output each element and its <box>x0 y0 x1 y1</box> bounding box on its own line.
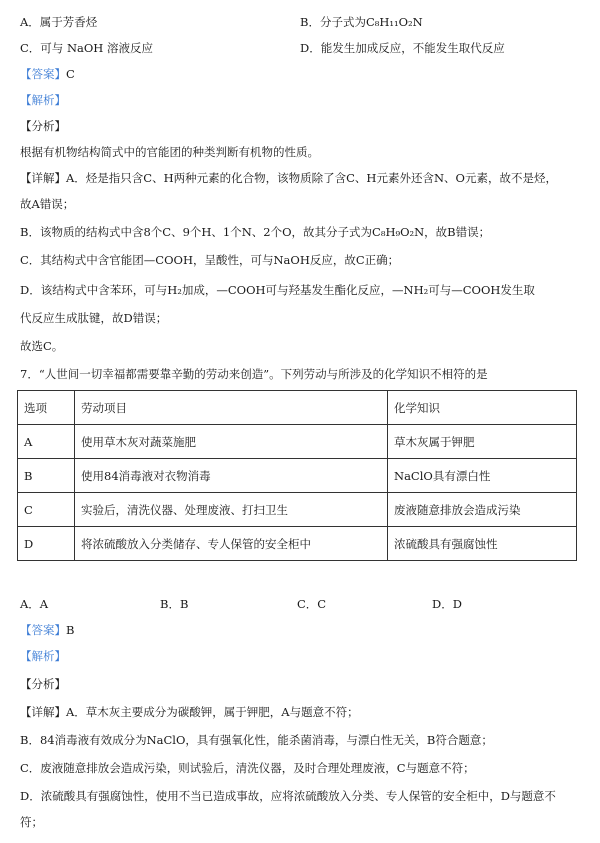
table-cell: 使用草木灰对蔬菜施肥 <box>75 425 388 459</box>
q6-fenxi-label: 【分析】 <box>20 119 66 133</box>
q7-answer <box>20 622 74 638</box>
q7-detail-c: C．废液随意排放会造成污染，则试验后，清洗仪器，及时合理处理废液，C与题意不符； <box>20 761 475 775</box>
answer-value: B <box>66 623 75 637</box>
table-cell: A <box>18 425 75 459</box>
q7-detail-b: B．84消毒液有效成分为NaClO，具有强氧化性，能杀菌消毒，与漂白性无关，B符合题意； <box>20 733 493 747</box>
q6-detail-c: C．其结构式中含官能团—COOH，呈酸性，可与NaOH反应，故C正确； <box>20 253 400 267</box>
table-header-row <box>18 391 577 425</box>
q7-table <box>17 390 577 561</box>
q7-detail-a: 【详解】A．草木灰主要成分为碳酸钾，属于钾肥，A与题意不符； <box>20 705 359 719</box>
answer-value: C <box>66 67 75 81</box>
option-b: B．分子式为C₈H₁₁O₂N <box>300 15 423 29</box>
table-cell: 使用84消毒液对衣物消毒 <box>75 459 388 493</box>
q6-detail-d2: 代反应生成肽键，故D错误； <box>20 311 168 325</box>
table-row <box>18 459 577 493</box>
option-d: D．能发生加成反应，不能发生取代反应 <box>300 41 505 55</box>
table-cell: 草木灰属于钾肥 <box>388 425 577 459</box>
table-cell: C <box>18 493 75 527</box>
q7-option-c: C．C <box>297 597 327 611</box>
table-cell: 实验后，清洗仪器、处理废液、打扫卫生 <box>75 493 388 527</box>
table-header-cell: 选项 <box>18 391 75 425</box>
q6-fenxi-text: 根据有机物结构简式中的官能团的种类判断有机物的性质。 <box>20 145 319 159</box>
q7-analysis-label: 【解析】 <box>20 649 66 663</box>
table-row <box>18 527 577 561</box>
table-cell: D <box>18 527 75 561</box>
table-row <box>18 493 577 527</box>
q6-answer <box>20 66 75 82</box>
q6-detail-b: B．该物质的结构式中含8个C、9个H、1个N、2个O，故其分子式为C₈H₉O₂N，故B错误； <box>20 225 491 239</box>
answer-label: 【答案】 <box>20 623 66 637</box>
q6-detail-a1: 【详解】A．烃是指只含C、H两种元素的化合物，该物质除了含C、H元素外还含N、O元素，故不是烃， <box>20 171 557 185</box>
q7-option-a: A．A <box>20 597 49 611</box>
table-cell: B <box>18 459 75 493</box>
q7-fenxi-label: 【分析】 <box>20 677 66 691</box>
table-cell: 将浓硫酸放入分类储存、专人保管的安全柜中 <box>75 527 388 561</box>
table-header-cell: 劳动项目 <box>75 391 388 425</box>
option-c: C．可与 NaOH 溶液反应 <box>20 41 153 55</box>
table-row <box>18 425 577 459</box>
option-a: A．属于芳香烃 <box>20 15 98 29</box>
q6-analysis-label: 【解析】 <box>20 93 66 107</box>
q7-detail-d2: 符； <box>20 815 43 829</box>
q6-detail-a2: 故A错误； <box>20 197 75 211</box>
answer-label: 【答案】 <box>20 67 66 81</box>
table-cell: 废液随意排放会造成污染 <box>388 493 577 527</box>
q7-option-d: D．D <box>432 597 462 611</box>
q7-option-b: B．B <box>160 597 189 611</box>
q7-detail-d1: D．浓硫酸具有强腐蚀性，使用不当已造成事故，应将浓硫酸放入分类、专人保管的安全柜中，D与题意不 <box>20 789 556 803</box>
table-cell: NaClO具有漂白性 <box>388 459 577 493</box>
table-header-cell: 化学知识 <box>388 391 577 425</box>
q7-stem: 7．“人世间一切幸福都需要靠辛勤的劳动来创造”。下列劳动与所涉及的化学知识不相符的是 <box>20 367 488 381</box>
table-cell: 浓硫酸具有强腐蚀性 <box>388 527 577 561</box>
q6-conclusion: 故选C。 <box>20 339 64 353</box>
q6-detail-d1: D．该结构式中含苯环，可与H₂加成，—COOH可与羟基发生酯化反应，—NH₂可与—COOH发生取 <box>20 283 535 297</box>
